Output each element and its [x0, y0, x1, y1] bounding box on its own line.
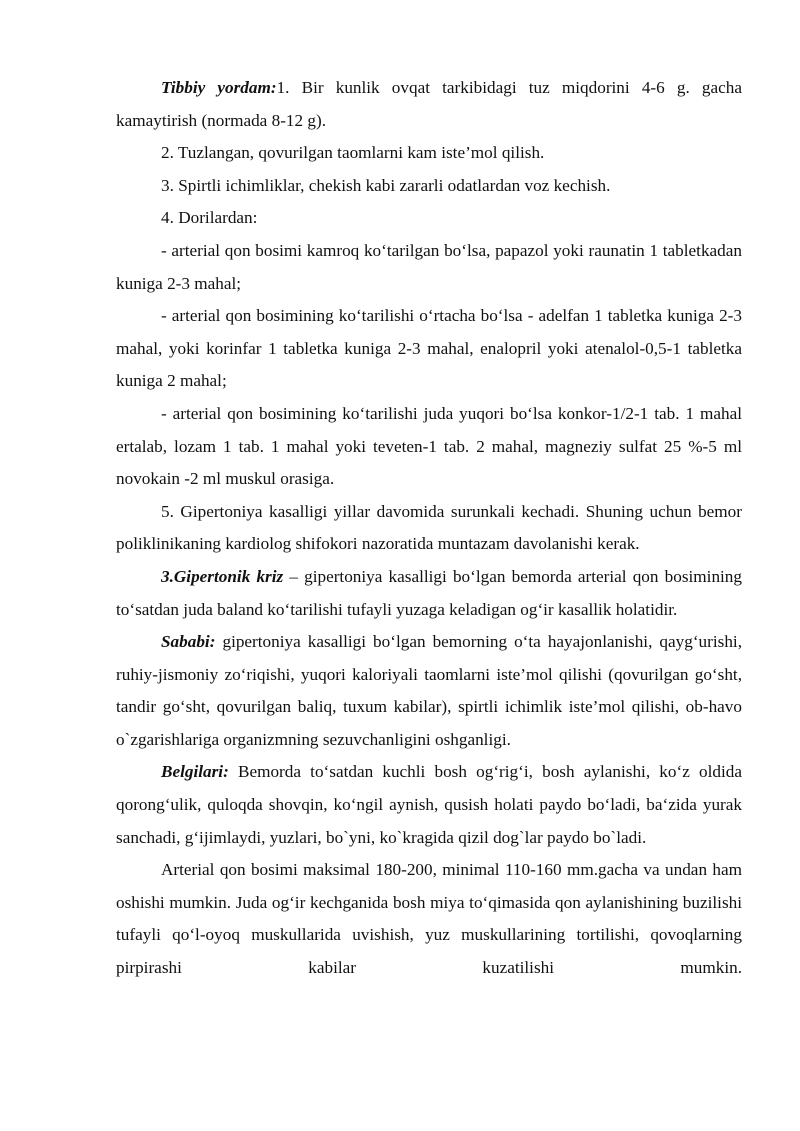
- paragraph-text: 3. Spirtli ichimliklar, chekish kabi zararli odatlardan voz kechish.: [161, 175, 611, 195]
- paragraph-text: 5. Gipertoniya kasalligi yillar davomida surunkali kechadi. Shuning uchun bemor poliklinikaning kardiolog shifokori nazoratida muntazam davolanishi kerak.: [116, 501, 742, 554]
- paragraph-text: - arterial qon bosimining ko‘tarilishi juda yuqori bo‘lsa konkor-1/2-1 tab. 1 mahal ertalab, lozam 1 tab. 1 mahal yoki teveten-1 tab. 2 mahal, magneziy sulfat 25 %-5 ml novokain -2 ml muskul orasiga.: [116, 403, 742, 489]
- paragraph-chronic: [116, 496, 742, 561]
- paragraph-text: Bemorda to‘satdan kuchli bosh og‘rig‘i, bosh aylanishi, ko‘z oldida qorong‘ulik, quloqda shovqin, ko‘ngil aynish, qusish holati paydo bo‘ladi, ba‘zida yurak sanchadi, g‘ijimlaydi, yuzlari, bo`yni, ko`kragida qizil dog`lar paydo bo`ladi.: [116, 762, 742, 847]
- paragraph-bad-habits: [116, 170, 742, 203]
- heading-hypertensive-crisis: 3.Gipertonik kriz: [161, 566, 284, 586]
- heading-symptoms: Belgilari:: [161, 762, 229, 782]
- paragraph-text: 4. Dorilardan:: [161, 208, 258, 228]
- heading-causes: Sababi:: [161, 632, 216, 652]
- paragraph-text: 1. Bir kunlik ovqat tarkibidagi tuz miqdorini 4-6 g. gacha kamaytirish (normada 8-12 g).: [116, 78, 743, 130]
- paragraph-text: 2. Tuzlangan, qovurilgan taomlarni kam iste’mol qilish.: [161, 143, 545, 163]
- paragraph-text: - arterial qon bosimi kamroq ko‘tarilgan bo‘lsa, papazol yoki raunatin 1 tabletkadan kuniga 2-3 mahal;: [116, 240, 742, 293]
- paragraph-moderate: [116, 300, 742, 398]
- paragraph-text: - arterial qon bosimining ko‘tarilishi o‘rtacha bo‘lsa - adelfan 1 tabletka kuniga 2-3 mahal, yoki korinfar 1 tabletka kuniga 2-3 mahal, enalopril yoki atenalol-0,5-1 tabletka kuniga 2 mahal;: [116, 306, 742, 391]
- paragraph-blood-pressure: [116, 854, 742, 984]
- paragraph-symptoms: [116, 756, 742, 854]
- paragraph-severe: [116, 398, 742, 496]
- paragraph-mild: [116, 235, 742, 300]
- paragraph-salted-food: [116, 137, 742, 170]
- paragraph-medicines: [116, 202, 742, 235]
- paragraph-text: Arterial qon bosimi maksimal 180-200, minimal 110-160 mm.gacha va undan ham oshishi mumkin. Juda og‘ir kechganida bosh miya to‘qimasida qon aylanishining buzilishi tufayli qo‘l-oyoq muskullarida uvishish, yuz muskullarining tortilishi, qovoqlarning pirpirashi kabilar kuzatilishi mumkin.: [116, 860, 742, 978]
- paragraph-treatment: [116, 72, 742, 137]
- paragraph-text: – gipertoniya kasalligi bo‘lgan bemorda arterial qon bosimining to‘satdan juda baland ko‘tarilishi tufayli yuzaga keladigan og‘ir kasallik holatidir.: [116, 566, 742, 619]
- paragraph-text: gipertoniya kasalligi bo‘lgan bemorning o‘ta hayajonlanishi, qayg‘urishi, ruhiy-jismoniy zo‘riqishi, yuqori kaloriyali taomlarni iste’mol qilishi (qovurilgan go‘sht, tandir go‘sht, qovurilgan baliq, tuxum kabilar), spirtli ichimlik iste’mol qilishi, ob-havo o`zgarishlariga organizmning sezuvchanligini oshganligi.: [116, 632, 742, 749]
- heading-treatment: Tibbiy yordam:: [161, 78, 277, 97]
- paragraph-causes: [116, 626, 742, 756]
- paragraph-hypertensive-crisis: [116, 561, 742, 626]
